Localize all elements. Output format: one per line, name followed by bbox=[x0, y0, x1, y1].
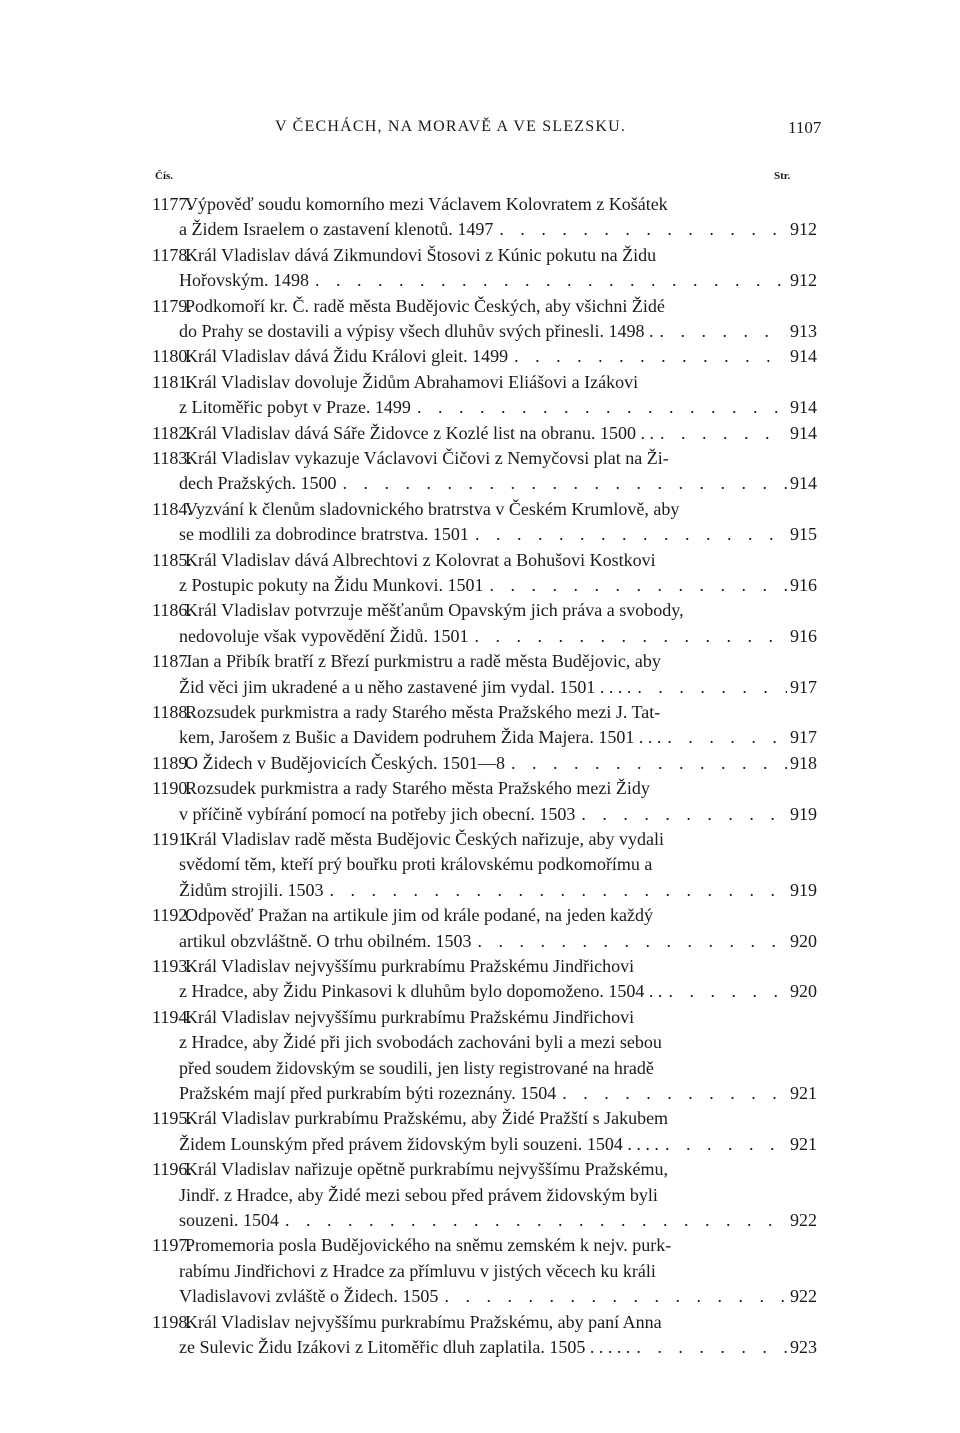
entry-line bbox=[179, 1259, 787, 1284]
entry-line bbox=[185, 1157, 787, 1182]
entry-line bbox=[179, 1030, 787, 1055]
entry-page-number: 920 bbox=[790, 930, 817, 951]
entry-line bbox=[179, 1208, 787, 1233]
entry-text: Král Vladislav dává Židu Královi gleit. 1499 bbox=[185, 346, 509, 367]
entry-line bbox=[185, 751, 787, 776]
entry-number: 1188. bbox=[152, 702, 192, 722]
entry-number: 1194. bbox=[152, 1006, 192, 1027]
dot-leader bbox=[631, 675, 787, 700]
entry-line bbox=[179, 929, 787, 954]
dot-leader bbox=[484, 573, 788, 598]
entry-page-number: 912 bbox=[790, 270, 817, 291]
entry-page-number: 922 bbox=[790, 1210, 817, 1230]
entry-text: Rozsudek purkmistra a rady Starého města Pražského mezi Židy bbox=[185, 778, 650, 799]
entry-text: nedovoluje však vypovědění Židů. 1501 bbox=[179, 625, 469, 646]
dot-leader bbox=[468, 624, 787, 649]
entry-line bbox=[179, 471, 787, 496]
entry-line bbox=[179, 1081, 787, 1106]
entry-page-number: 919 bbox=[790, 879, 817, 900]
entry-text: Král Vladislav radě města Budějovic Českých nařizuje, aby vydali bbox=[185, 829, 665, 849]
entry-text: z Litoměřic pobyt v Praze. 1499 bbox=[179, 397, 411, 418]
dot-leader bbox=[471, 929, 787, 954]
entry-number: 1183. bbox=[152, 448, 192, 468]
entry-line bbox=[185, 344, 787, 369]
column-header-number: Čís. bbox=[155, 170, 174, 182]
entry-number: 1180. bbox=[152, 346, 192, 367]
entry-page-number: 914 bbox=[790, 397, 817, 418]
entry-line bbox=[179, 878, 787, 903]
entry-text: kem, Jarošem z Bušic a Davidem podruhem Žida Majera. 1501 . . . bbox=[179, 727, 662, 748]
entry-page-number: 920 bbox=[790, 981, 817, 1002]
dot-leader bbox=[556, 1081, 787, 1106]
entry-text: z Hradce, aby Židu Pinkasovi k dluhům bylo dopomoženo. 1504 . . bbox=[179, 981, 663, 1002]
entry-line bbox=[179, 675, 787, 700]
dot-leader bbox=[630, 1335, 787, 1360]
entry-page-number: 914 bbox=[790, 422, 817, 443]
entry-page-number: 912 bbox=[790, 219, 817, 240]
dot-leader bbox=[659, 1132, 787, 1157]
entry-page-number: 917 bbox=[790, 676, 817, 697]
entry-page-number: 914 bbox=[790, 473, 817, 494]
entry-number: 1190. bbox=[152, 778, 192, 799]
entry-number: 1184. bbox=[152, 498, 192, 519]
entry-number: 1191. bbox=[152, 829, 192, 849]
entry-line bbox=[185, 446, 787, 471]
entry-text: Žid věci jim ukradené a u něho zastavené jim vydal. 1501 . . . . bbox=[179, 676, 632, 697]
entry-text: z Hradce, aby Židé při jich svobodách zachováni byli a mezi sebou bbox=[179, 1032, 662, 1053]
entry-text: Král Vladislav dává Zikmundovi Štosovi z Kúnic pokutu na Židu bbox=[185, 244, 657, 265]
entry-line bbox=[185, 903, 787, 928]
entry-line bbox=[185, 1233, 787, 1258]
entry-line bbox=[179, 522, 787, 547]
entry-number: 1198. bbox=[152, 1311, 192, 1332]
entry-text: svědomí těm, kteří prý bouřku proti královskému podkomořímu a bbox=[179, 854, 653, 875]
column-header-page: Str. bbox=[774, 170, 791, 182]
entry-line bbox=[185, 1005, 787, 1030]
dot-leader bbox=[508, 344, 787, 369]
entry-text: Židem Lounským před právem židovským byli souzeni. 1504 . . . . bbox=[179, 1133, 659, 1154]
entry-line bbox=[179, 624, 787, 649]
entry-number: 1179. bbox=[152, 295, 192, 316]
entry-text: a Židem Israelem o zastavení klenotů. 1497 bbox=[179, 219, 494, 240]
entry-number: 1196. bbox=[152, 1159, 192, 1180]
entry-text: Král Vladislav dává Albrechtovi z Kolovrat a Bohušovi Kostkovi bbox=[185, 549, 656, 570]
entry-line bbox=[185, 1106, 787, 1131]
entry-text: ze Sulevic Židu Izákovi z Litoměřic dluh zaplatila. 1505 . . . . . bbox=[179, 1337, 631, 1357]
entry-line bbox=[185, 598, 787, 623]
entry-text: Král Vladislav purkrabímu Pražskému, aby Židé Pražští s Jakubem bbox=[185, 1108, 669, 1129]
entry-text: Výpověď soudu komorního mezi Václavem Kolovratem z Košátek bbox=[185, 194, 668, 214]
entry-text: Odpověď Pražan na artikule jim od krále podané, na jeden každý bbox=[185, 905, 653, 926]
entry-text: O Židech v Budějovicích Českých. 1501—8 bbox=[185, 752, 505, 773]
entry-text: Vyzvání k členům sladovnického bratrstva v Českém Krumlově, aby bbox=[185, 498, 680, 519]
entry-number: 1192. bbox=[152, 905, 192, 926]
entry-page-number: 913 bbox=[790, 321, 817, 341]
entry-line bbox=[179, 1056, 787, 1081]
entry-line bbox=[185, 421, 787, 446]
entry-page-number: 923 bbox=[790, 1337, 817, 1357]
entry-text: Král Vladislav dovoluje Židům Abrahamovi Eliášovi a Izákovi bbox=[185, 371, 639, 392]
entry-line bbox=[185, 1310, 787, 1335]
entry-line bbox=[179, 1284, 787, 1309]
entry-line bbox=[179, 725, 787, 750]
entry-number: 1195. bbox=[152, 1108, 192, 1129]
dot-leader bbox=[279, 1208, 787, 1233]
entry-page-number: 914 bbox=[790, 346, 817, 367]
entry-line bbox=[185, 776, 787, 801]
entry-text: Židům strojili. 1503 bbox=[179, 879, 324, 900]
entry-text: Král Vladislav vykazuje Václavovi Čičovi z Nemyčovsi plat na Ži- bbox=[185, 448, 669, 468]
entry-line bbox=[179, 1132, 787, 1157]
entry-text: Král Vladislav nejvyššímu purkrabímu Pražskému Jindřichovi bbox=[185, 1006, 635, 1027]
entry-text: dech Pražských. 1500 bbox=[179, 473, 337, 494]
entry-text: Jindř. z Hradce, aby Židé mezi sebou před právem židovským byli bbox=[179, 1184, 658, 1205]
entry-text: Promemoria posla Budějovického na sněmu zemském k nejv. purk- bbox=[185, 1235, 672, 1256]
dot-leader bbox=[469, 522, 787, 547]
dot-leader bbox=[505, 751, 787, 776]
entry-number: 1182. bbox=[152, 422, 192, 443]
dot-leader bbox=[438, 1284, 787, 1309]
entry-line bbox=[179, 319, 787, 344]
entry-text: souzeni. 1504 bbox=[179, 1210, 279, 1230]
dot-leader bbox=[324, 878, 787, 903]
entry-page-number: 919 bbox=[790, 803, 817, 824]
entry-line bbox=[185, 700, 787, 725]
entry-text: rabímu Jindřichovi z Hradce za přímluvu v jistých věcech ku králi bbox=[179, 1260, 656, 1281]
entry-number: 1189. bbox=[152, 752, 192, 773]
entry-page-number: 921 bbox=[790, 1133, 817, 1154]
dot-leader bbox=[661, 725, 787, 750]
entry-text: z Postupic pokuty na Židu Munkovi. 1501 bbox=[179, 575, 484, 595]
entry-number: 1178. bbox=[152, 244, 192, 265]
entry-text: do Prahy se dostavili a výpisy všech dluhův svých přinesli. 1498 . bbox=[179, 321, 654, 341]
entry-text: před soudem židovským se soudili, jen listy registrované na hradě bbox=[179, 1057, 654, 1078]
entry-line bbox=[179, 802, 787, 827]
entry-line bbox=[179, 852, 787, 877]
entry-text: se modlili za dobrodince bratrstva. 1501 bbox=[179, 524, 469, 545]
dot-leader bbox=[336, 471, 787, 496]
entry-line bbox=[185, 192, 787, 217]
entry-number: 1197. bbox=[152, 1235, 192, 1256]
entry-text: artikul obzvláštně. O trhu obilném. 1503 bbox=[179, 930, 472, 951]
entry-line bbox=[179, 217, 787, 242]
entry-line bbox=[179, 1183, 787, 1208]
entry-page-number: 921 bbox=[790, 1083, 817, 1103]
entry-number: 1185. bbox=[152, 549, 192, 570]
entry-line bbox=[179, 573, 787, 598]
entry-page-number: 916 bbox=[790, 575, 817, 595]
entry-line bbox=[185, 548, 787, 573]
entry-line bbox=[179, 979, 787, 1004]
page-number: 1107 bbox=[788, 118, 822, 137]
dot-leader bbox=[411, 395, 787, 420]
entry-text: Rozsudek purkmistra a rady Starého města Pražského mezi J. Tat- bbox=[185, 702, 661, 722]
entry-line bbox=[185, 827, 787, 852]
entry-page-number: 915 bbox=[790, 524, 817, 545]
running-title: V ČECHÁCH, NA MORAVĚ A VE SLEZSKU. bbox=[275, 118, 627, 135]
entry-text: Král Vladislav dává Sáře Židovce z Kozlé list na obranu. 1500 . . bbox=[185, 422, 655, 443]
dot-leader bbox=[493, 217, 787, 242]
entry-text: Jan a Přibík bratří z Březí purkmistru a radě města Budějovic, aby bbox=[185, 651, 661, 672]
entry-text: Podkomoří kr. Č. radě města Budějovic Českých, aby všichni Židé bbox=[185, 295, 665, 316]
entry-page-number: 917 bbox=[790, 727, 817, 748]
entry-text: Král Vladislav nejvyššímu purkrabímu Pražskému, aby paní Anna bbox=[185, 1311, 662, 1332]
entry-text: Hořovským. 1498 bbox=[179, 270, 309, 291]
entry-line bbox=[185, 294, 787, 319]
entry-text: Pražském mají před purkrabím býti rozeznány. 1504 bbox=[179, 1083, 557, 1103]
entry-text: Král Vladislav nařizuje opětně purkrabímu nejvyššímu Pražskému, bbox=[185, 1159, 669, 1180]
entry-number: 1177. bbox=[152, 194, 192, 214]
entry-page-number: 922 bbox=[790, 1286, 817, 1307]
entry-line bbox=[185, 497, 787, 522]
dot-leader bbox=[309, 268, 787, 293]
entry-text: Vladislavovi zvláště o Židech. 1505 bbox=[179, 1286, 439, 1307]
entry-number: 1186. bbox=[152, 600, 192, 621]
entry-line bbox=[179, 395, 787, 420]
entry-page-number: 916 bbox=[790, 625, 817, 646]
entry-line bbox=[179, 1335, 787, 1360]
entry-line bbox=[185, 649, 787, 674]
entry-number: 1187. bbox=[152, 651, 192, 672]
entry-text: v příčině vybírání pomocí na potřeby jich obecní. 1503 bbox=[179, 803, 576, 824]
entry-line bbox=[179, 268, 787, 293]
dot-leader bbox=[654, 421, 787, 446]
column-headers bbox=[0, 170, 960, 188]
dot-leader bbox=[653, 319, 787, 344]
entry-text: Král Vladislav nejvyššímu purkrabímu Pražskému Jindřichovi bbox=[185, 956, 635, 976]
entry-line bbox=[185, 370, 787, 395]
entry-line bbox=[185, 954, 787, 979]
entry-line bbox=[185, 243, 787, 268]
dot-leader bbox=[662, 979, 787, 1004]
entry-number: 1193. bbox=[152, 956, 192, 976]
entry-text: Král Vladislav potvrzuje měšťanům Opavským jich práva a svobody, bbox=[185, 600, 684, 621]
entry-page-number: 918 bbox=[790, 752, 817, 773]
entry-number: 1181. bbox=[152, 371, 192, 392]
running-head bbox=[0, 118, 960, 142]
dot-leader bbox=[575, 802, 787, 827]
